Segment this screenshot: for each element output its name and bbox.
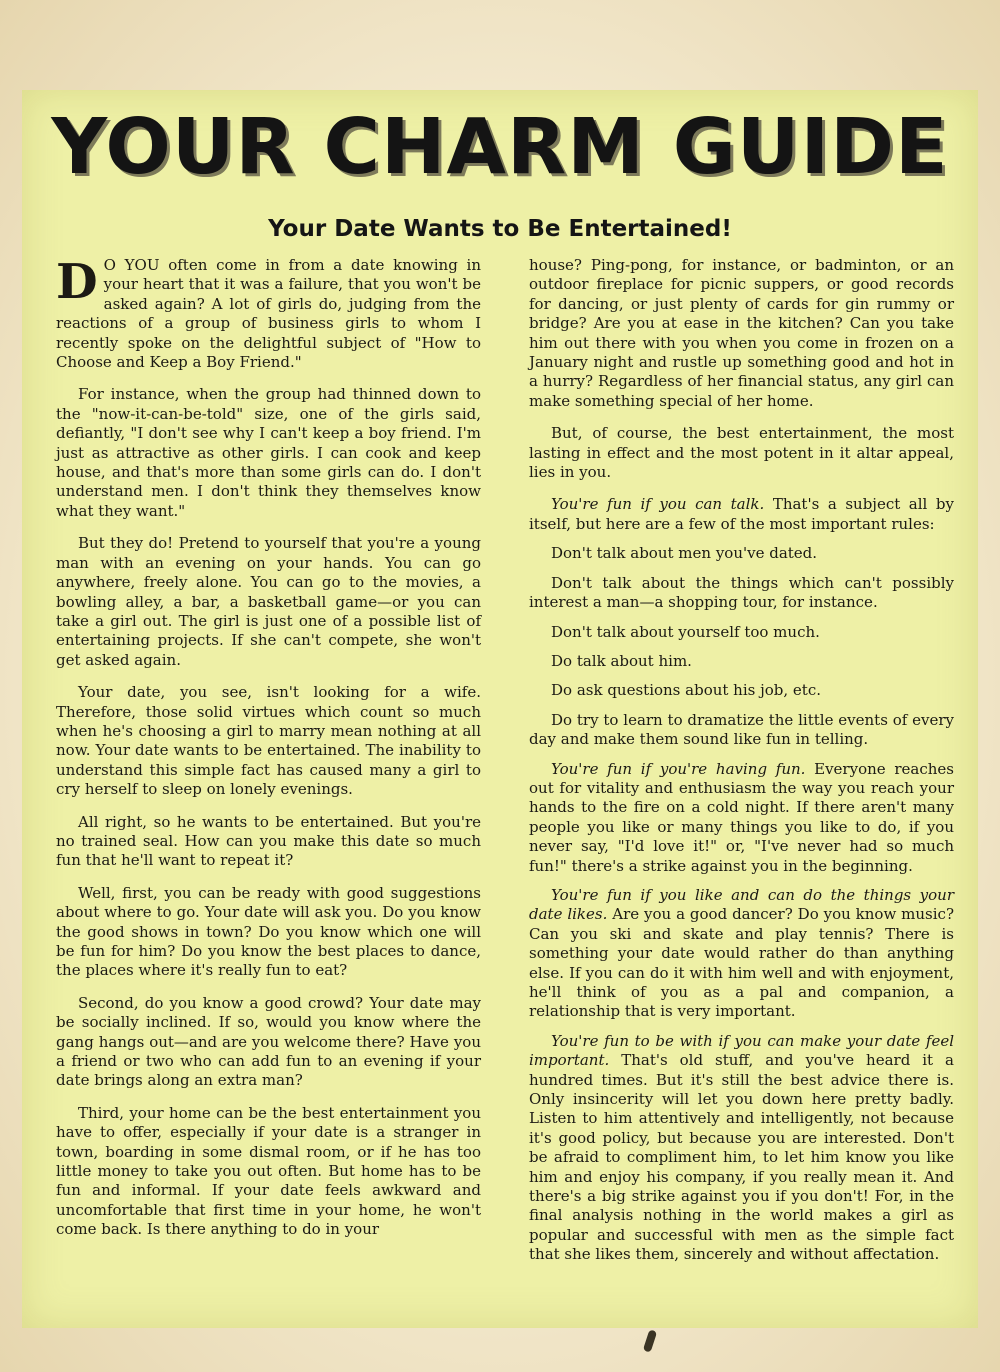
lead-in: You're fun if you like and can do the things your date likes. — [529, 885, 954, 924]
paragraph: But, of course, the best entertainment, the most lasting in effect and the most potent in it altar appeal, lies in you. — [529, 424, 954, 482]
paragraph — [529, 1032, 954, 1265]
paragraph — [529, 495, 954, 534]
paragraph-text: Are you a good dancer? Do you know music? Can you ski and skate and play tennis? There is something your date would rather do than anything else. If you can do it with him well and with enjoyment, he'll think of you as a pal and companion, a relationship that is very important. — [529, 905, 954, 1021]
paragraph: Well, first, you can be ready with good suggestions about where to go. Your date will ask you. Do you know the good shows in town? Do you know which one will be fun for him? Do you know the best places to dance, the places where it's really fun to eat? — [56, 883, 481, 980]
paragraph-text: Everyone reaches out for vitality and enthusiasm the way you reach your hands to the fire on a cold night. If there aren't many people you like or many things you like to do, if you never say, "I'd love it!" or, "I've never had so much fun!" there's a strike against you in the beginning. — [529, 759, 954, 875]
rule-item: Do talk about him. — [551, 651, 692, 670]
rule-item: Do try to learn to dramatize the little events of every day and make them sound like fun in telling. — [529, 710, 954, 749]
paragraph-text: O YOU often come in from a date knowing in your heart that it was a failure, that you won't be asked again? A lot of girls do, judging from the reactions of a group of business girls to whom I recently spoke on the delightful subject of "How to Choose and Keep a Boy Friend." — [56, 256, 481, 372]
paragraph: All right, so he wants to be entertained. But you're no trained seal. How can you make this date so much fun that he'll want to repeat it? — [56, 812, 481, 870]
paragraph — [529, 886, 954, 1022]
paragraph: Second, do you know a good crowd? Your date may be socially inclined. If so, would you know where the gang hangs out—and are you welcome there? Have you a friend or two who can add fun to an evening if your date brings along an extra man? — [56, 993, 481, 1090]
lead-in: You're fun to be with if you can make your date feel important. — [529, 1031, 954, 1070]
paragraph-text: That's old stuff, and you've heard it a hundred times. But it's still the best advice there is. Only insincerity will let you down here pretty badly. Listen to him attentively and intelligently, not because it's good policy, but because you are interested. Don't be afraid to compliment him, to let him know you like him and enjoy his company, if you really mean it. And there's a big strike against you if you don't! For, in the final analysis nothing in the world makes a girl as popular and successful with men as the simple fact that she likes them, sincerely and without affectation. — [529, 1051, 954, 1264]
rule-item: Don't talk about men you've dated. — [551, 544, 818, 563]
left-column — [56, 256, 481, 1253]
rule-item: Don't talk about the things which can't possibly interest a man—a shopping tour, for instance. — [529, 573, 954, 612]
rule-item: Do ask questions about his job, etc. — [551, 681, 821, 700]
paragraph: house? Ping-pong, for instance, or badminton, or an outdoor fireplace for picnic suppers, or good records for dancing, or just plenty of cards for gin rummy or bridge? Are you at ease in the kitchen? Can you take him out there with you when you come in frozen on a January night and rustle up something good and hot in a hurry? Regardless of her financial status, any girl can make something special of her home. — [529, 256, 954, 410]
paragraph — [529, 760, 954, 876]
page-title: YOUR CHARM GUIDE — [51, 103, 949, 192]
lead-in: You're fun if you're having fun. — [551, 759, 806, 778]
paragraph-text: That's a subject all by itself, but here are a few of the most important rules: — [529, 495, 954, 533]
right-column — [529, 256, 954, 1275]
lead-in: You're fun if you can talk. — [551, 495, 765, 514]
drop-cap: D — [56, 254, 98, 310]
paragraph — [56, 256, 481, 372]
paragraph: But they do! Pretend to yourself that you're a young man with an evening on your hands. You can go anywhere, freely alone. You can go to the movies, a bowling alley, a bar, a basketball game—or you can take a girl out. The girl is just one of a possible list of entertaining projects. If she can't compete, she won't get asked again. — [56, 534, 481, 669]
paragraph: For instance, when the group had thinned down to the "now-it-can-be-told" size, one of the girls said, defiantly, "I don't see why I can't keep a boy friend. I'm just as attractive as other girls. I can cook and keep house, and that's more than some girls can do. I don't understand men. I don't think they themselves know what they want." — [56, 385, 481, 520]
article-subtitle: Your Date Wants to Be Entertained! — [268, 216, 732, 242]
rule-item: Don't talk about yourself too much. — [551, 622, 820, 641]
paragraph: Your date, you see, isn't looking for a wife. Therefore, those solid virtues which count so much when he's choosing a girl to marry mean nothing at all now. Your date wants to be entertained. The inability to understand this simple fact has caused many a girl to cry herself to sleep on lonely evenings. — [56, 683, 481, 799]
paragraph: Third, your home can be the best entertainment you have to offer, especially if your date is a stranger in town, boarding in some dismal room, or if he has too little money to take you out often. But home has to be fun and informal. If your date feels awkward and uncomfortable that first time in your home, he won't come back. Is there anything to do in your — [56, 1103, 481, 1239]
